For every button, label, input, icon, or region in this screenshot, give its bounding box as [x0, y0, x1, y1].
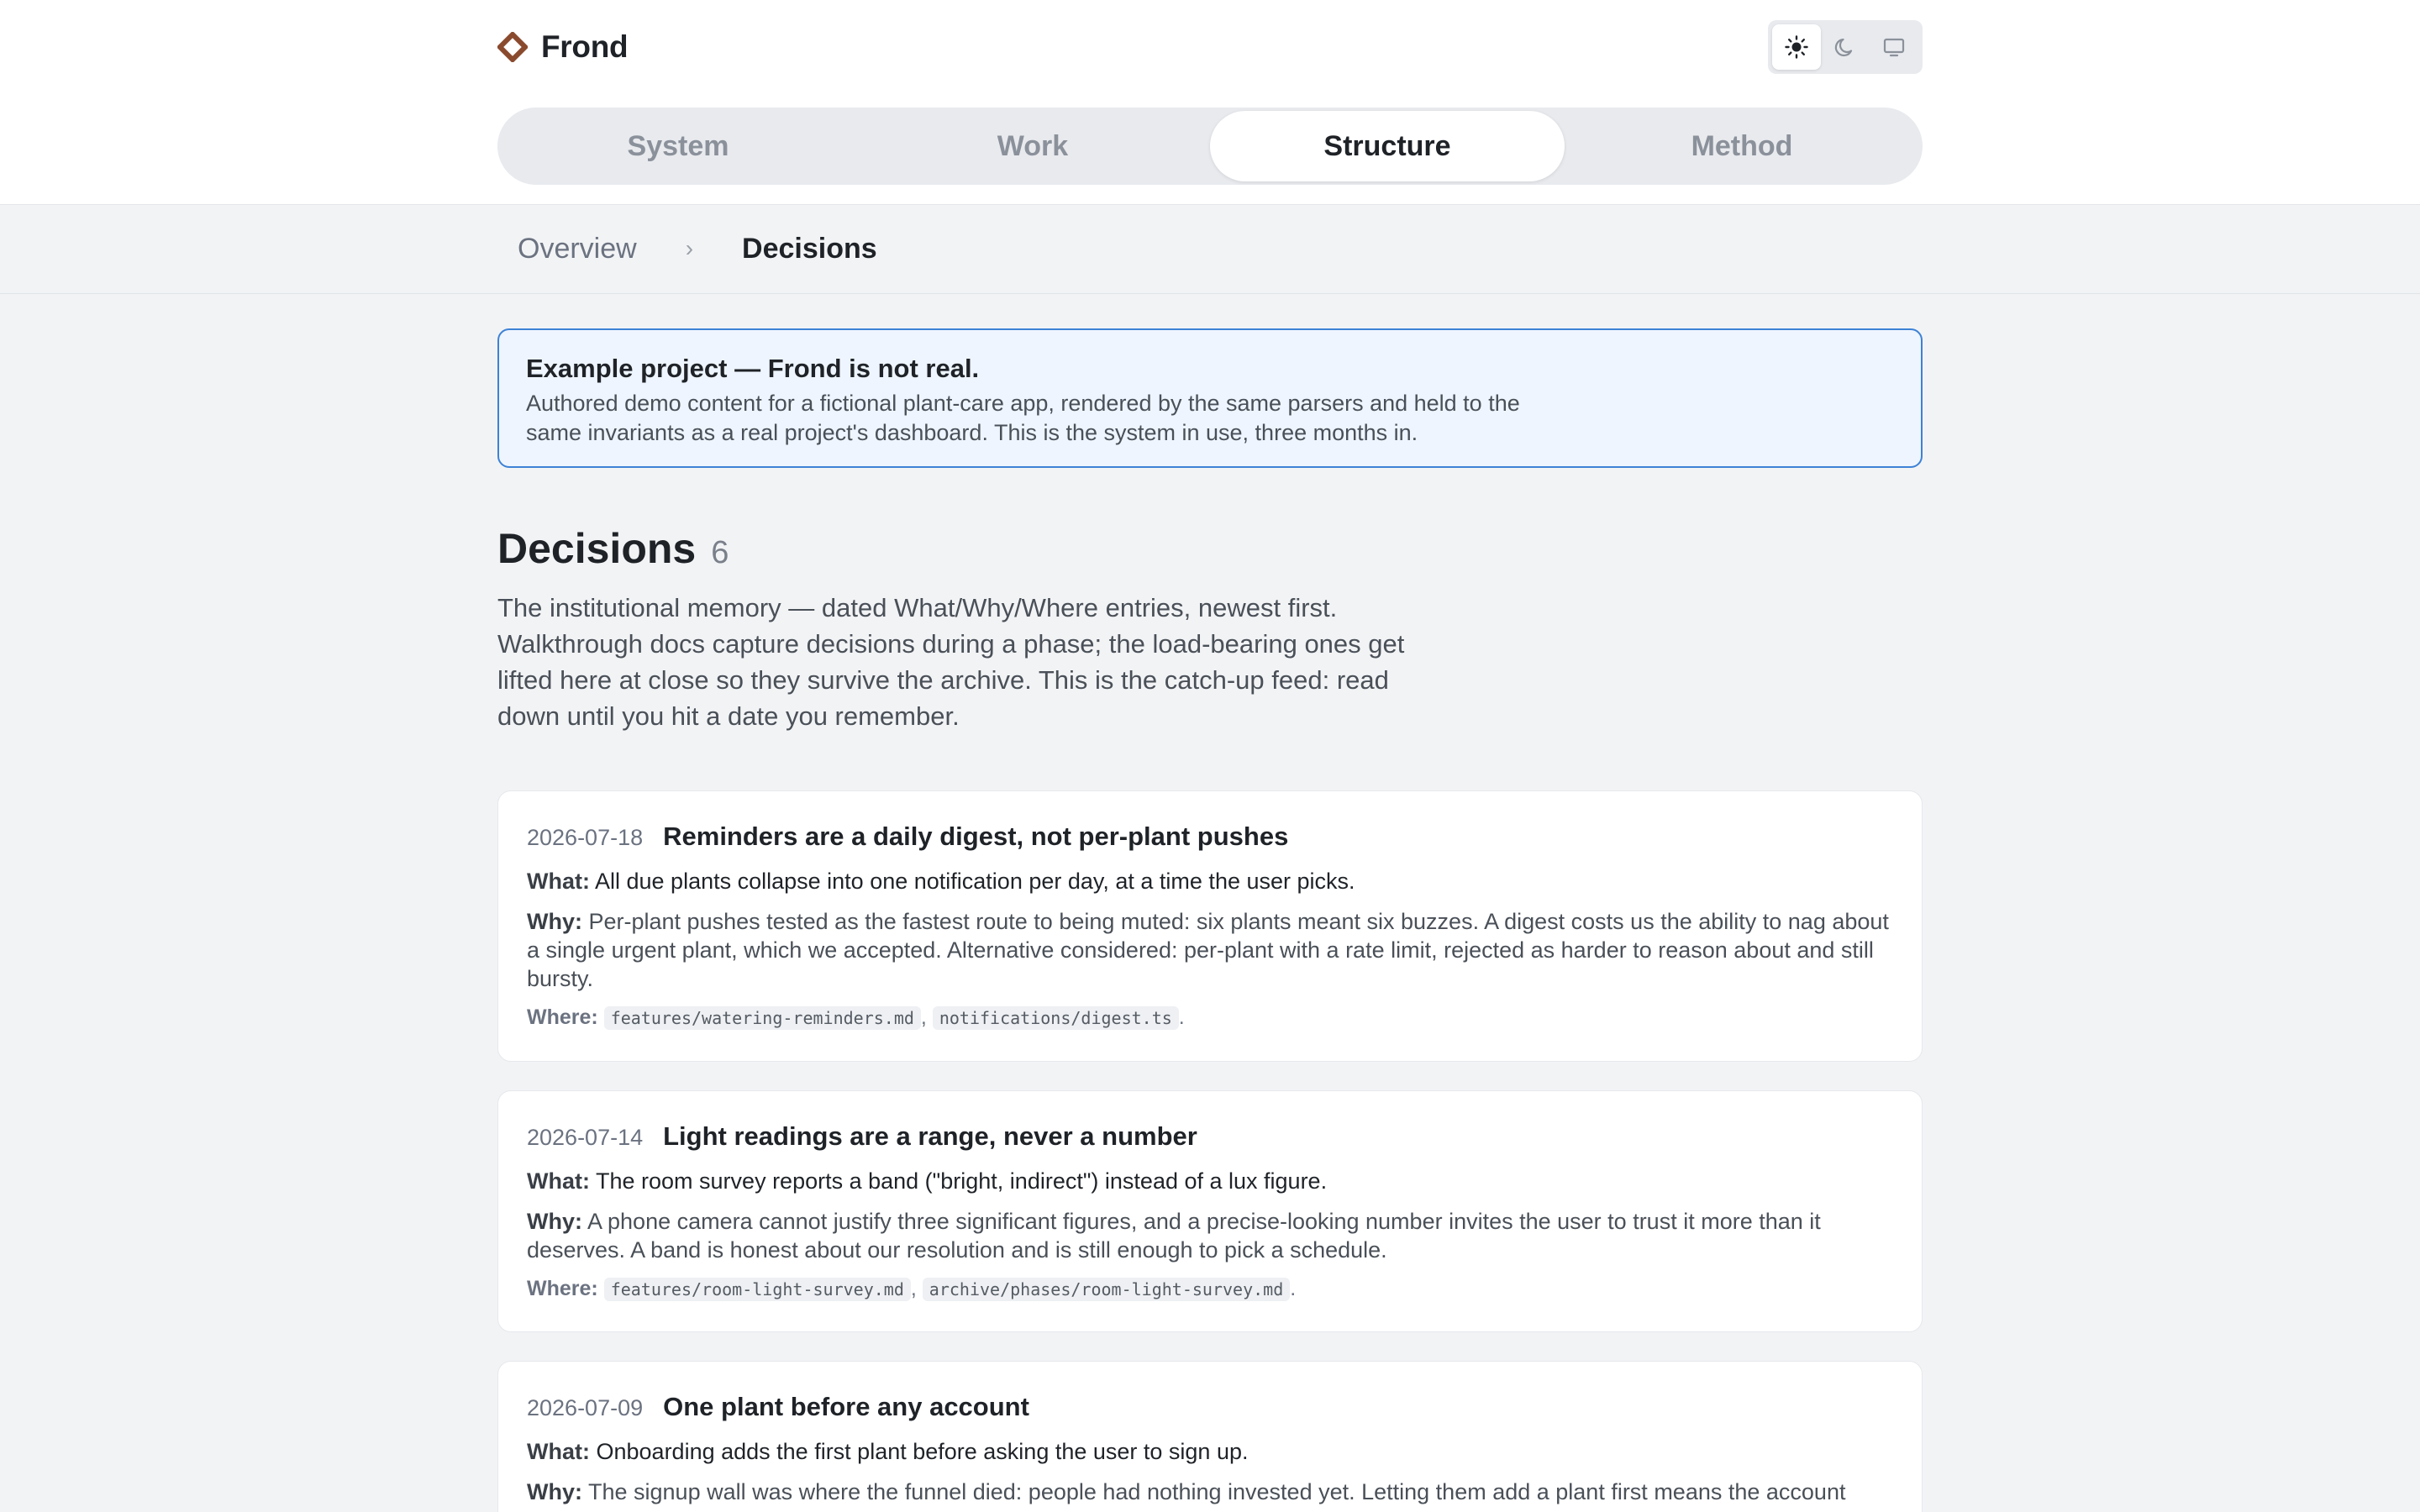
sun-icon: [1784, 34, 1809, 60]
decision-date: 2026-07-09: [527, 1395, 644, 1420]
section-header: [497, 524, 729, 573]
what-text: All due plants collapse into one notification per day, at a time the user picks.: [595, 869, 1355, 894]
breadcrumb: [518, 227, 877, 270]
decision-card: [497, 1090, 1923, 1332]
what-label: What:: [527, 1439, 590, 1464]
light-theme-button[interactable]: [1772, 24, 1821, 70]
decision-why: [527, 907, 1893, 993]
decision-header: [527, 822, 1893, 855]
tab-system[interactable]: System: [627, 129, 729, 162]
breadcrumb-divider: [0, 293, 2420, 294]
why-text: The signup wall was where the funnel died: people had nothing invested yet. Letting them add a plant first means the account: [588, 1479, 1846, 1504]
tab-method[interactable]: Method: [1691, 129, 1793, 162]
decision-title: One plant before any account: [663, 1392, 1029, 1421]
app-name: Frond: [541, 29, 629, 64]
what-label: What:: [527, 1168, 590, 1194]
decision-count: 6: [711, 535, 729, 570]
decision-date: 2026-07-14: [527, 1125, 644, 1150]
theme-toggle: [1768, 20, 1923, 74]
notice-title: Example project — Frond is not real.: [526, 354, 980, 383]
why-label: Why:: [527, 1209, 582, 1234]
notice-body: Authored demo content for a fictional plant-care app, rendered by the same parsers and held to the same invariants as a real project's dashboard. This is the system in use, three months in.: [526, 391, 1520, 445]
decision-title: Reminders are a daily digest, not per-plant pushes: [663, 822, 1289, 851]
decision-header: [527, 1121, 1893, 1155]
decision-title: Light readings are a range, never a number: [663, 1121, 1197, 1151]
why-text: Per-plant pushes tested as the fastest route to being muted: six plants meant six buzzes. A digest costs us the ability to nag about a single urgent plant, which we accepted. Alternative considered: per-plant with a rate limit, rejected as harder to reason about and still bursty.: [527, 909, 1889, 991]
diamond-logo-icon: [497, 32, 528, 62]
monitor-icon: [1881, 34, 1907, 60]
page-title: Decisions: [497, 525, 697, 572]
why-label: Why:: [527, 909, 582, 934]
where-path[interactable]: archive/phases/room-light-survey.md: [923, 1278, 1290, 1301]
tab-structure[interactable]: Structure: [1210, 111, 1565, 181]
decision-what: [527, 867, 1893, 895]
top-header: [0, 0, 2420, 205]
breadcrumb-overview-link[interactable]: Overview: [518, 232, 637, 265]
where-path[interactable]: features/room-light-survey.md: [604, 1278, 911, 1301]
decision-date: 2026-07-18: [527, 825, 644, 850]
where-path[interactable]: features/watering-reminders.md: [604, 1006, 921, 1030]
decision-where: Where: features/watering-reminders.md , notifications/digest.ts .: [527, 1005, 1185, 1029]
dark-theme-button[interactable]: [1821, 24, 1870, 70]
why-label: Why:: [527, 1479, 582, 1504]
where-label: Where:: [527, 1277, 598, 1300]
moon-icon: [1833, 34, 1858, 60]
decision-why: [527, 1478, 1893, 1506]
breadcrumb-current: Decisions: [742, 232, 877, 265]
where-label: Where:: [527, 1005, 598, 1029]
decision-where: Where: features/room-light-survey.md , archive/phases/room-light-survey.md .: [527, 1277, 1297, 1300]
system-theme-button[interactable]: [1870, 24, 1918, 70]
decision-card: [497, 790, 1923, 1062]
example-project-notice: [497, 328, 1923, 468]
what-label: What:: [527, 869, 590, 894]
decision-header: [527, 1392, 1893, 1425]
where-path[interactable]: notifications/digest.ts: [933, 1006, 1179, 1030]
tab-work[interactable]: Work: [997, 129, 1069, 162]
decision-what: [527, 1437, 1893, 1466]
main-tabs: [497, 108, 1923, 185]
why-text: A phone camera cannot justify three significant figures, and a precise-looking number invites the user to trust it more than it deserves. A band is honest about our resolution and is still enough to pick a schedule.: [527, 1209, 1821, 1263]
decision-card: [497, 1361, 1923, 1512]
what-text: Onboarding adds the first plant before asking the user to sign up.: [596, 1439, 1249, 1464]
decision-why: [527, 1207, 1893, 1264]
what-text: The room survey reports a band ("bright, indirect") instead of a lux figure.: [596, 1168, 1328, 1194]
section-description: The institutional memory — dated What/Why/Where entries, newest first. Walkthrough docs capture decisions during a phase; the load-bearing ones get lifted here at close so they survive the archive. This is the catch-up feed: read down until you hit a date you remember.: [497, 593, 1405, 731]
breadcrumb-chevron-icon: ›: [685, 235, 694, 261]
brand[interactable]: [497, 29, 628, 66]
decision-what: [527, 1167, 1893, 1195]
